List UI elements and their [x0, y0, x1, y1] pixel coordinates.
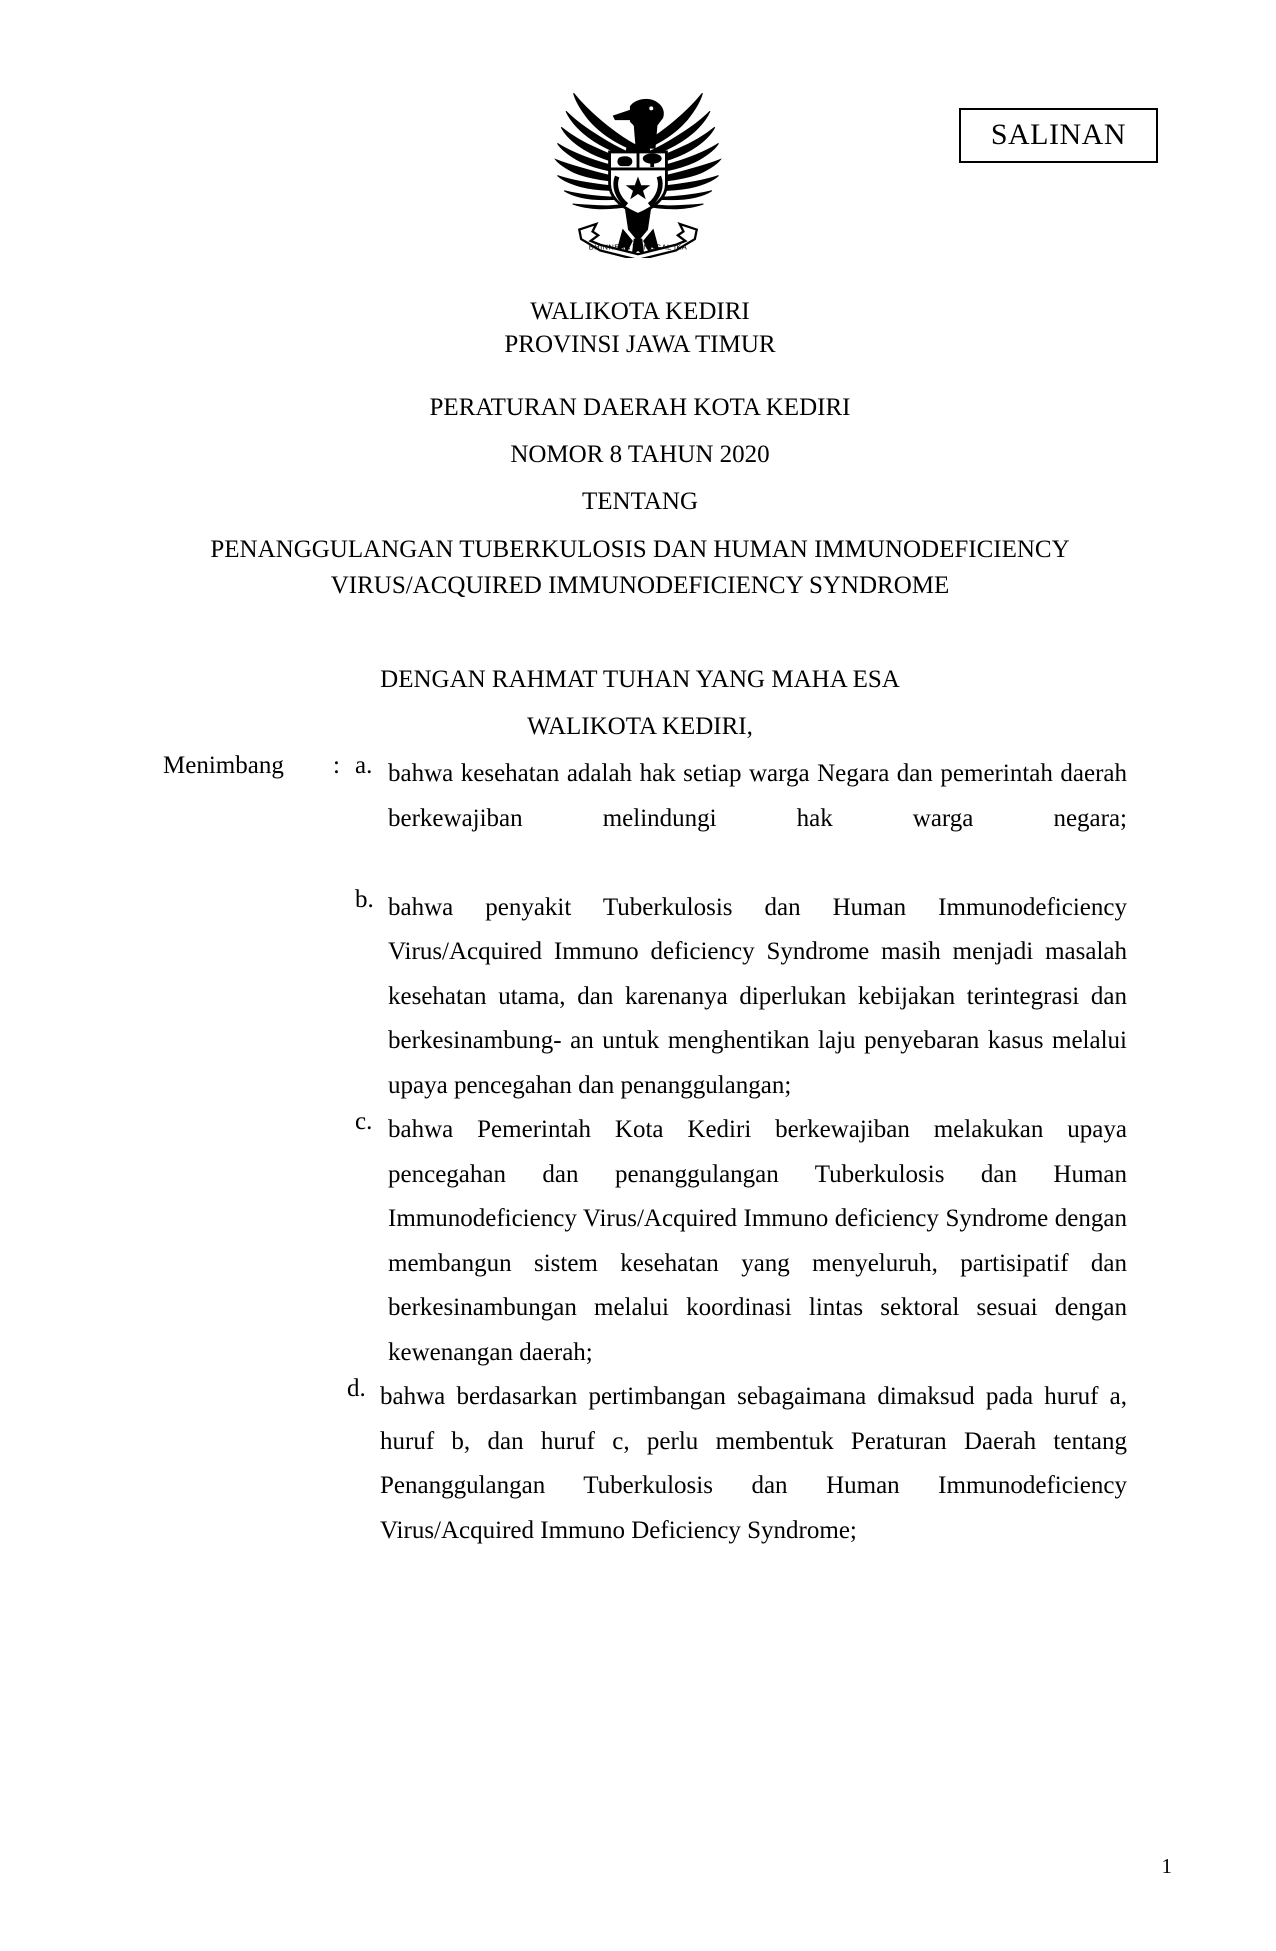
salinan-stamp — [959, 108, 1158, 163]
considerans-list — [347, 752, 1127, 1553]
considerans-item-a — [355, 752, 1127, 886]
considerans-marker-d: d. — [347, 1375, 366, 1402]
considerans-text-d: bahwa berdasarkan pertimbangan sebagaimana dimaksud pada huruf a, huruf b, dan huruf c, perlu membentuk Peraturan Daerah tentang Penanggulangan Tuberkulosis dan Human Immunodeficiency Virus/Acquired Immuno Deficiency Syndrome; — [380, 1383, 1127, 1544]
svg-text:BHINNEKA TUNGGAL IKA: BHINNEKA TUNGGAL IKA — [588, 242, 688, 252]
heading-provinsi: PROVINSI JAWA TIMUR — [504, 331, 776, 358]
considerans-text-c: bahwa Pemerintah Kota Kediri berkewajiban melakukan upaya pencegahan dan penanggulangan Tuberkulosis dan Human Immunodeficiency Virus/Acquired Immuno deficiency Syndrome dengan membangun sistem kesehatan yang menyeluruh, partisipatif dan berkesinambungan melalui koordinasi lintas sektoral sesuai dengan kewenangan daerah; — [388, 1116, 1127, 1366]
regulation-title-line-2: VIRUS/ACQUIRED IMMUNODEFICIENCY SYNDROME — [330, 572, 950, 600]
considerans-colon: : — [333, 752, 340, 779]
considerans-item-b — [355, 886, 1127, 1109]
considerans-text-b: bahwa penyakit Tuberkulosis dan Human Immunodeficiency Virus/Acquired Immuno deficiency Syndrome masih menjadi masalah kesehatan utama, dan karenanya diperlukan kebijakan terintegrasi dan berkesinambung- an untuk menghentikan laju penyebaran kasus melalui upaya pencegahan dan penanggulangan; — [388, 893, 1127, 1099]
masthead — [0, 78, 1276, 298]
heading-authority: WALIKOTA KEDIRI, — [527, 712, 753, 740]
page-number: 1 — [1161, 1854, 1172, 1878]
considerans-text-a: bahwa kesehatan adalah hak setiap warga Negara dan pemerintah daerah berkewajiban melindungi hak warga negara; — [388, 760, 1127, 832]
heading-peraturan-daerah: PERATURAN DAERAH KOTA KEDIRI — [429, 394, 851, 421]
considerans-marker-a: a. — [355, 752, 373, 779]
heading-blessing: DENGAN RAHMAT TUHAN YANG MAHA ESA — [380, 665, 900, 693]
considerans-item-c — [355, 1108, 1127, 1375]
garuda-pancasila-emblem — [543, 78, 733, 258]
considerans-marker-c: c. — [355, 1108, 373, 1135]
considerans-marker-b: b. — [355, 885, 374, 913]
considerans-item-d — [347, 1375, 1127, 1553]
document-heading — [150, 295, 1130, 743]
heading-tentang: TENTANG — [581, 488, 699, 515]
salinan-stamp-label: SALINAN — [990, 118, 1126, 151]
heading-nomor-tahun: NOMOR 8 TAHUN 2020 — [510, 441, 770, 468]
considerans-label: Menimbang — [163, 752, 284, 779]
regulation-title-line-1: PENANGGULANGAN TUBERKULOSIS DAN HUMAN IMMUNODEFICIENCY — [210, 536, 1070, 563]
heading-walikota: WALIKOTA KEDIRI — [530, 298, 750, 325]
